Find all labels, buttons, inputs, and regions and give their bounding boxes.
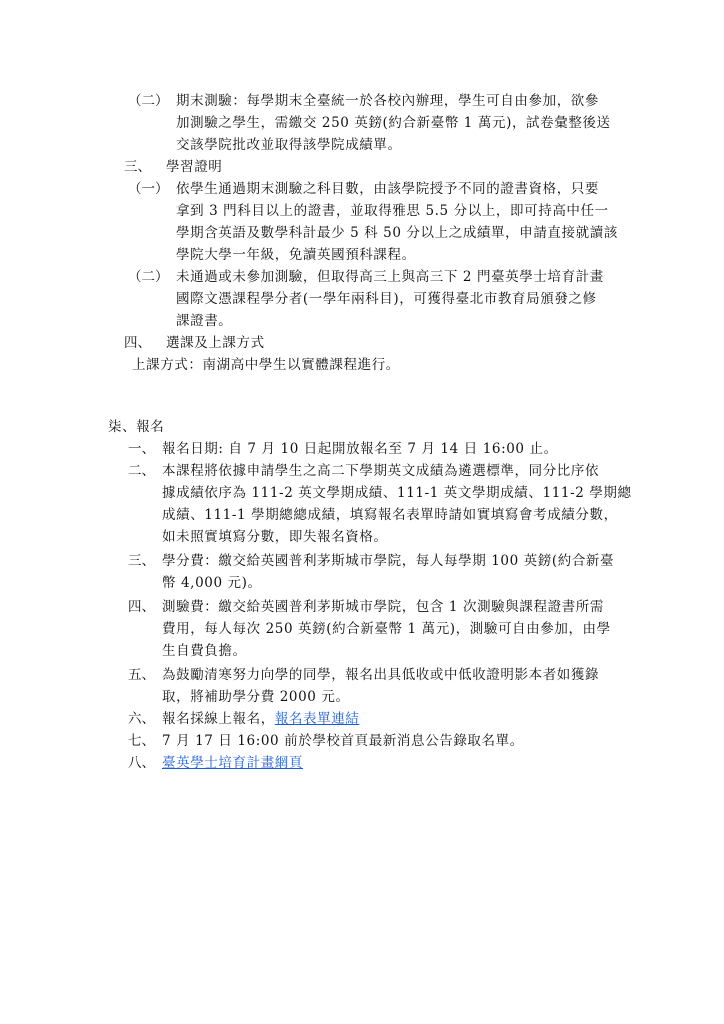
list-item-marker: 二、 [128, 463, 155, 479]
list-item-text: 據成績依序為 111-2 英文學期成績、111-1 英文學期成績、111-2 學期總 [162, 485, 632, 501]
registration-form-link[interactable]: 報名表單連結 [274, 711, 360, 727]
list-item-marker: 八、 [128, 755, 155, 771]
list-item-text [162, 708, 359, 730]
paragraph-line: 交該學院批改並取得該學院成績單。 [176, 137, 402, 153]
section-four-marker: 四、 [124, 335, 151, 351]
paragraph-line: 依學生通過期末測驗之科目數，由該學院授予不同的證書資格，只要 [176, 181, 599, 197]
section-three-marker: 三、 [124, 159, 151, 175]
section-b-exam-marker: （二） [128, 93, 169, 109]
paragraph-line: 學院大學一年級，免讀英國預科課程。 [176, 247, 416, 263]
paragraph-line: 期末測驗：每學期末全臺統一於各校內辦理，學生可自由參加，欲參 [176, 93, 599, 109]
paragraph-line: 加測驗之學生，需繳交 250 英鎊(約合新臺幣 1 萬元)，試卷彙整後送 [176, 115, 611, 131]
registration-text: 報名採線上報名， [162, 711, 275, 727]
list-item-marker: 三、 [128, 553, 155, 569]
program-webpage-link[interactable]: 臺英學士培育計畫網頁 [162, 755, 303, 771]
list-item-marker: 五、 [128, 667, 155, 683]
list-item-text: 7 月 17 日 16:00 前於學校首頁最新消息公告錄取名單。 [162, 733, 524, 749]
section-seven-heading: 柒、報名 [108, 419, 165, 435]
list-item-text: 測驗費：繳交給英國普利茅斯城市學院，包含 1 次測驗與課程證書所需 [162, 599, 604, 615]
paragraph-line: 國際文憑課程學分者(一學年兩科目)，可獲得臺北市教育局頒發之修 [176, 291, 597, 307]
list-item-text: 成績、111-1 學期總總成績，填寫報名表單時請如實填寫會考成績分數， [162, 507, 618, 523]
list-item-text: 如未照實填寫分數，即失報名資格。 [162, 529, 388, 545]
list-item-text: 生自費負擔。 [162, 643, 247, 659]
section-three-item1-marker: （一） [128, 181, 169, 197]
list-item-text: 報名日期: 自 7 月 10 日起開放報名至 7 月 14 日 16:00 止。 [162, 441, 558, 457]
paragraph-line: 學期含英語及數學科計最少 5 科 50 分以上之成績單，申請直接就讀該 [176, 225, 618, 241]
section-four-body: 上課方式：南湖高中學生以實體課程進行。 [132, 357, 400, 373]
list-item-marker: 六、 [128, 711, 155, 727]
list-item-text: 本課程將依據申請學生之高二下學期英文成績為遴選標準，同分比序依 [162, 463, 600, 479]
list-item-text: 學分費：繳交給英國普利茅斯城市學院，每人每學期 100 英鎊(約合新臺 [162, 553, 615, 569]
section-three-item2-marker: （二） [128, 269, 169, 285]
list-item-text: 費用，每人每次 250 英鎊(約合新臺幣 1 萬元)，測驗可自由參加，由學 [162, 621, 611, 637]
paragraph-line: 拿到 3 門科目以上的證書，並取得雅思 5.5 分以上，即可持高中任一 [176, 203, 609, 219]
list-item-marker: 四、 [128, 599, 155, 615]
section-four-title: 選課及上課方式 [166, 335, 265, 351]
paragraph-line: 課證書。 [176, 313, 233, 329]
list-item-marker: 一、 [128, 441, 155, 457]
list-item-text: 幣 4,000 元)。 [162, 575, 262, 591]
list-item-text: 為鼓勵清寒努力向學的同學，報名出具低收或中低收證明影本者如獲錄 [162, 667, 600, 683]
section-three-title: 學習證明 [166, 159, 223, 175]
list-item-text: 取，將補助學分費 2000 元。 [162, 689, 350, 705]
list-item-text [162, 752, 303, 774]
list-item-marker: 七、 [128, 733, 155, 749]
paragraph-line: 未通過或未參加測驗，但取得高三上與高三下 2 門臺英學士培育計畫 [176, 269, 604, 285]
